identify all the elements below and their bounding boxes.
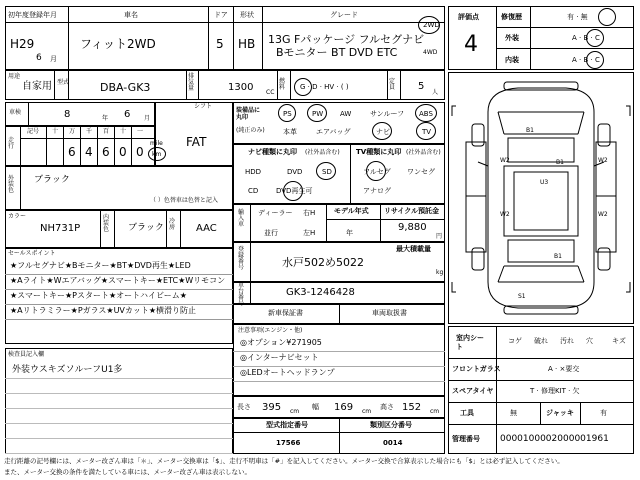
type-number-value: 17566 [276, 439, 301, 447]
manual-label: 車両取扱書 [372, 309, 407, 317]
navi-label: ナビ種類に丸印 [248, 148, 297, 156]
inspection-year-unit: 年 [102, 115, 109, 122]
jack-value: 有 [600, 409, 607, 417]
footer-line-2: また、メーター交換の条件を満たしている車には、メーター改ざん車は表示しない。 [4, 468, 251, 476]
use-label: 用途 [8, 73, 21, 80]
equipment-box [233, 102, 445, 144]
displacement-value: 1300 [228, 82, 254, 93]
car-diagram [448, 72, 634, 324]
diag-b1-top: B1 [526, 127, 534, 134]
tv-fullseg: フルセグ [363, 168, 391, 176]
ac-value: AAC [196, 223, 217, 234]
import-parallel: 並行 [264, 229, 278, 237]
capacity-value: 5 [418, 81, 425, 92]
diag-w2-right2: W2 [598, 211, 608, 218]
note-line: ◎オプション¥271905 [240, 338, 322, 347]
recycle-yen: 円 [436, 233, 443, 240]
equip-ps-circle [278, 104, 296, 122]
length-cm: cm [290, 408, 300, 415]
fuel-label: 燃料 [279, 78, 286, 91]
glass-label: フロントガラス [452, 365, 501, 373]
shape-label: 形状 [240, 11, 254, 19]
doors-label: ドア [214, 11, 228, 19]
mileage-label: 走行 [8, 137, 15, 150]
navi-dvd-play-circle [283, 181, 303, 201]
max-load-label: 最大積載量 [396, 245, 431, 253]
mile-unit: mile [150, 140, 163, 147]
navi-dvd-play: DVD再生可 [276, 187, 313, 195]
diag-b1-mid: B1 [556, 159, 564, 166]
length-label: 長さ [237, 403, 251, 411]
navi-sd-circle [316, 162, 336, 180]
capacity-label: 定員 [389, 78, 396, 91]
import-label: 輸入車 [238, 209, 245, 228]
type-number-label: 型式指定番号 [266, 421, 308, 429]
equip-aw: AW [340, 110, 352, 118]
repair-label: 修復歴 [501, 13, 522, 21]
diag-b1-bottom: B1 [554, 253, 562, 260]
equip-ps: PS [283, 110, 292, 118]
interior-seat-option: キズ [612, 337, 626, 345]
exterior-color-label: 外装色 [8, 175, 15, 194]
tools-label: 工具 [460, 409, 474, 417]
shift-value: FAT [186, 135, 207, 149]
repair-none-circle [598, 8, 616, 26]
height-value: 152 [402, 402, 422, 413]
grade-label: グレード [330, 11, 358, 19]
equip-leather: 本革 [283, 128, 297, 136]
tv-oneseg: ワンセグ [407, 168, 435, 176]
inspection-month-unit: 月 [144, 115, 151, 122]
navi-sub: (社外品含む) [305, 149, 340, 156]
import-right: 右H [303, 209, 316, 217]
vin-value: GK3-1246428 [286, 287, 355, 298]
height-label: 高さ [380, 403, 394, 411]
cc-unit: CC [266, 89, 275, 96]
mileage-unit-label: 百 [103, 128, 110, 135]
color-code-label: カラー [8, 213, 27, 220]
equip-tv-circle [416, 122, 436, 140]
equip-tv: TV [422, 128, 432, 136]
class-number-label: 類別区分番号 [370, 421, 412, 429]
equip-abs: ABS [419, 110, 433, 118]
recycle-label: リサイクル預託金 [384, 207, 440, 215]
mileage-digit: 0 [136, 145, 144, 159]
equip-airbag: エアバッグ [316, 128, 351, 136]
km-circle [148, 147, 166, 161]
shape-value: HB [238, 37, 256, 51]
mileage-digit: 0 [119, 145, 127, 159]
recycle-value: 9,880 [398, 222, 427, 233]
model-year-unit: 年 [346, 229, 353, 237]
interior-label: 内装 [505, 56, 519, 64]
mileage-notation-label: 記号 [27, 128, 40, 135]
import-left: 左H [303, 229, 316, 237]
diag-w2-left2: W2 [500, 211, 510, 218]
sales-point-line: ★Aリトラミラー★Pガラス★UVカット★横滑り防止 [10, 306, 196, 315]
displacement-label: 排気量 [188, 73, 195, 92]
mileage-digit: 4 [85, 145, 93, 159]
height-cm: cm [430, 408, 440, 415]
km-unit: km [152, 151, 162, 158]
doors-value: 5 [216, 37, 224, 51]
car-name-label: 車名 [124, 11, 138, 19]
month-unit: 月 [50, 55, 57, 63]
shift-box [155, 102, 233, 166]
max-load-kg: kg [436, 269, 444, 276]
inspection-month: 6 [124, 109, 131, 120]
mileage-digit: 6 [68, 145, 76, 159]
model-year-label: モデル年式 [334, 207, 369, 215]
repair-options: 有 · 無 [567, 13, 588, 21]
shift-label: シフト [194, 103, 213, 110]
warranty-label: 新車保証書 [268, 309, 303, 317]
fuel-value: G · D · HV · ( ) [300, 83, 349, 91]
interior-seat-option: 穴 [586, 337, 593, 345]
inspector-notes-line1: 外装ウスキズソルーフU1多 [12, 365, 123, 375]
tv-analog: アナログ [363, 187, 391, 195]
width-cm: cm [362, 408, 372, 415]
diag-u3: U3 [540, 179, 549, 186]
sales-point-line: ★フルセグナビ★Bモニター★BT★DVD再生★LED [10, 261, 191, 270]
drive-2wd-circle [418, 16, 440, 34]
width-label: 幅 [312, 403, 319, 411]
use-value: 自家用 [22, 81, 52, 92]
mileage-unit-label: 千 [86, 128, 93, 135]
mileage-unit-label: 一 [137, 128, 144, 135]
first-reg-label: 初年度登録年月 [8, 11, 57, 19]
ac-label: 冷房 [169, 218, 176, 231]
footer-line-1: 走行距離の記号欄には、メーター改ざん車は「＊」、メーター交換車は「$」、走行不明車は「#」を記入してください。メーター交換で合算表示した場合にも「$」とは必ず記入してください。 [4, 457, 564, 465]
sales-points-label: セールスポイント [8, 250, 56, 257]
equip-pw: PW [312, 110, 324, 118]
equip-navi: ナビ [376, 128, 390, 136]
mileage-digit: 6 [102, 145, 110, 159]
car-name-value: フィット2WD [80, 37, 156, 51]
equipment-label: 装備品に丸印 [236, 107, 261, 121]
exterior-color-value: ブラック [34, 175, 70, 185]
exterior-label: 外装 [505, 34, 519, 42]
tv-label: TV種類に丸印 [356, 148, 402, 156]
navi-hdd: HDD [245, 168, 262, 176]
equip-navi-circle [372, 122, 392, 140]
score-value: 4 [464, 32, 478, 57]
navi-sd: SD [322, 168, 332, 176]
import-dealer: ディーラー [258, 209, 293, 217]
color-code-value: NH731P [40, 223, 81, 234]
model-value: DBA-GK3 [100, 81, 151, 94]
interior-seat-label: 室内シート [456, 334, 484, 352]
score-label: 評価点 [458, 13, 479, 21]
navi-dvd: DVD [287, 168, 303, 176]
tv-sub: (社外品含む) [406, 149, 441, 156]
sales-point-line: ★Aライト★Wエアバッグ★スマートキー★ETC★Wリモコン [10, 276, 226, 285]
inspection-label: 車検 [9, 109, 22, 116]
grade-line-2: Bモニター BT DVD ETC [276, 46, 398, 59]
jack-label: ジャッキ [546, 409, 574, 417]
drive-4wd: 4WD [423, 49, 438, 56]
mgmt-value: 0000100002000001961 [500, 434, 609, 444]
drive-2wd: 2WD [423, 21, 440, 29]
mileage-unit-label: 万 [69, 128, 76, 135]
interior-color-value: ブラック [128, 223, 164, 233]
model-label: 型式 [57, 79, 70, 86]
diag-s1: S1 [518, 293, 526, 300]
mileage-unit-label: 十 [52, 128, 59, 135]
equip-pw-circle [307, 104, 327, 122]
exterior-options: A · B · C [572, 34, 600, 42]
tools-value: 無 [510, 409, 517, 417]
class-number-value: 0014 [383, 439, 403, 447]
equip-sunroof: サンルーフ [370, 110, 405, 118]
exterior-b-circle [586, 29, 604, 47]
diag-w2-right: W2 [598, 157, 608, 164]
fuel-g-circle [294, 78, 312, 96]
interior-seat-option: 破れ [534, 337, 548, 345]
interior-color-label: 内装色 [103, 214, 110, 233]
interior-seat-option: 汚れ [560, 337, 574, 345]
first-reg-era: H29 [10, 37, 35, 51]
notes-label: 注意事項(エンジン・他) [238, 327, 303, 334]
inspector-notes-label: 検査員記入欄 [8, 351, 45, 358]
note-line: ◎インターナビセット [240, 353, 319, 362]
equipment-sublabel: (純正のみ) [236, 127, 265, 134]
interior-options: A · B · C [572, 56, 600, 64]
registration-value: 水戸502め5022 [282, 256, 364, 269]
length-value: 395 [262, 402, 282, 413]
width-value: 169 [334, 402, 354, 413]
interior-b-circle [586, 51, 604, 69]
first-reg-month: 6 [36, 53, 42, 63]
equip-abs-circle [415, 104, 437, 122]
diag-w2-left: W2 [500, 157, 510, 164]
exterior-color-note: （ ）色替車は色替と記入 [150, 197, 218, 204]
registration-label: 登録番号 [238, 246, 245, 271]
spare-label: スペアタイヤ [452, 387, 494, 395]
person-unit: 人 [432, 89, 439, 96]
row2-table [5, 70, 445, 100]
inspection-year: 8 [64, 109, 71, 120]
spare-options: T · 修理KIT · 欠 [530, 387, 580, 395]
glass-options: A · ×要交 [548, 365, 580, 373]
vin-label: 車台番号 [238, 282, 245, 307]
navi-cd: CD [248, 187, 259, 195]
sales-point-line: ★スマートキー★Pスタート★オートハイビーム★ [10, 291, 187, 300]
mileage-unit-label: 十 [120, 128, 127, 135]
mgmt-label: 管理番号 [452, 435, 480, 443]
grade-line-1: 13G Fパッケージ フルセグナビ [268, 33, 425, 46]
interior-seat-option: コゲ [508, 337, 522, 345]
note-line: ◎LEDオートヘッドランプ [240, 368, 335, 377]
tv-fullseg-circle [366, 161, 386, 181]
